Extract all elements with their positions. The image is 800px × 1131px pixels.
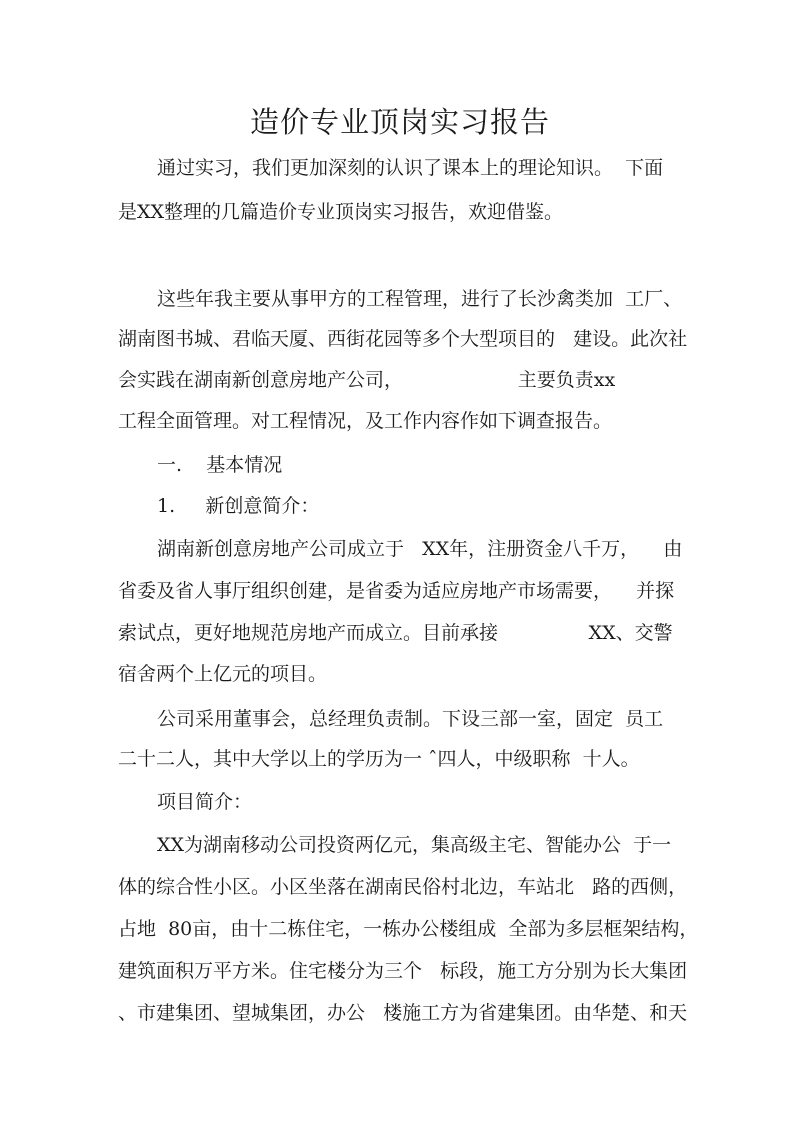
- section-heading: 一. 基本情况: [157, 454, 283, 476]
- subsection-heading: 项目简介：: [157, 791, 253, 813]
- paragraph-line: 湖南新创意房地产公司成立于 XX年，注册资金八千万， 由: [157, 538, 683, 560]
- paragraph-line: 会实践在湖南新创意房地产公司， 主要负责xx: [118, 369, 616, 391]
- paragraph-line: 宿舍两个上亿元的项目。: [118, 663, 328, 685]
- paragraph-line: 这些年我主要从事甲方的工程管理，进行了长沙禽类加 工厂、: [157, 288, 683, 310]
- document-title: 造价专业顶岗实习报告: [249, 105, 550, 139]
- paragraph-line: 公司采用董事会，总经理负责制。下设三部一室，固定 员工: [157, 708, 664, 730]
- paragraph-line: 索试点，更好地规范房地产而成立。目前承接 XX、交警: [118, 622, 673, 644]
- paragraph-line: 建筑面积万平方米。住宅楼分为三个 标段，施工方分别为长大集团: [118, 960, 688, 982]
- paragraph-line: 通过实习，我们更加深刻的认识了课本上的理论知识。 下面: [157, 157, 664, 179]
- paragraph-line: 二十二人，其中大学以上的学历为一 ˆ四人，中级职称 十人。: [118, 748, 640, 770]
- subsection-heading: 1. 新创意简介：: [157, 495, 320, 517]
- paragraph-line: 湖南图书城、君临天厦、西街花园等多个大型项目的 建设。此次社: [118, 328, 688, 350]
- paragraph-line: 工程全面管理。对工程情况，及工作内容作如下调查报告。: [118, 410, 613, 432]
- paragraph-line: 、市建集团、望城集团，办公 楼施工方为省建集团。由华楚、和天: [118, 1002, 688, 1024]
- paragraph-line: XX为湖南移动公司投资两亿元，集高级主宅、智能办公 于一: [157, 834, 672, 856]
- paragraph-line: 省委及省人事厅组织创建，是省委为适应房地产市场需要， 并探: [118, 580, 675, 602]
- paragraph-line: 是XX整理的几篇造价专业顶岗实习报告，欢迎借鉴。: [118, 201, 564, 223]
- paragraph-line: 体的综合性小区。小区坐落在湖南民俗村北边，车站北 路的西侧，: [118, 876, 688, 898]
- paragraph-line: 占地 80亩，由十二栋住宅，一栋办公楼组成 全部为多层框架结构，: [118, 918, 699, 940]
